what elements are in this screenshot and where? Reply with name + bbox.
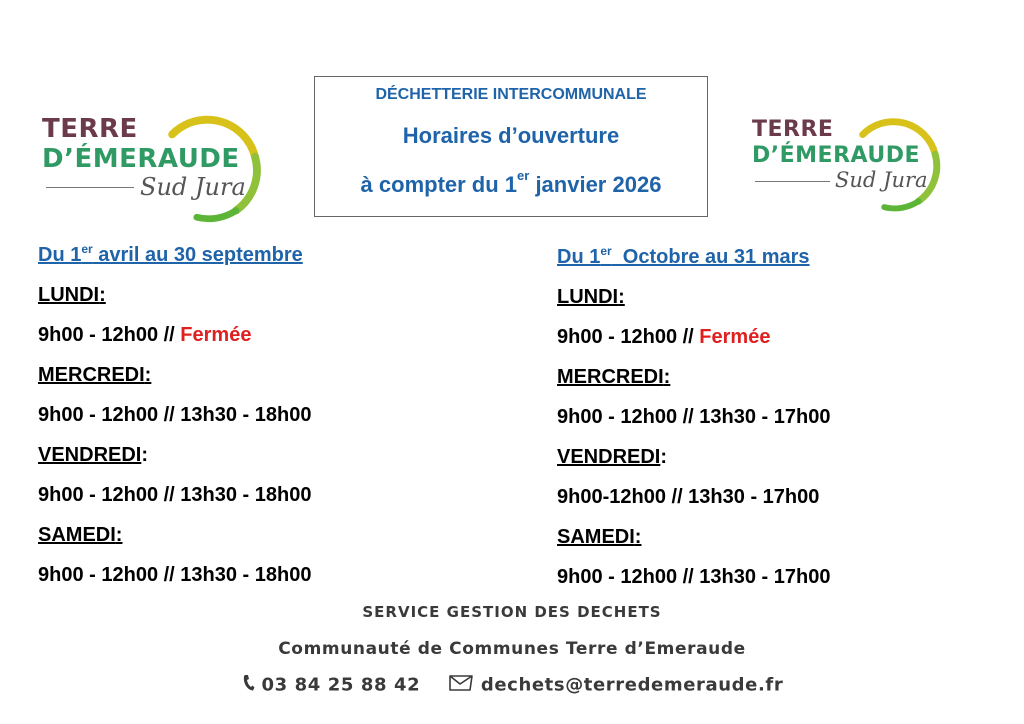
period-title-pre: Du 1 xyxy=(557,246,601,268)
hours-text: 9h00 - 12h00 // xyxy=(38,324,181,346)
footer-service: SERVICE GESTION DES DECHETS xyxy=(362,603,662,621)
header-date-pre: à compter du 1 xyxy=(360,172,518,197)
day-hours xyxy=(557,400,1017,440)
period-title xyxy=(38,238,498,278)
header-date-post: janvier 2026 xyxy=(529,172,662,197)
day-hours xyxy=(38,478,498,518)
period-summer xyxy=(38,238,498,598)
hours-text: 9h00-12h00 // 13h30 - 17h00 xyxy=(557,486,820,508)
period-title-pre: Du 1 xyxy=(38,244,82,266)
logo-line2: D’ÉMERAUDE xyxy=(752,143,921,168)
hours-text: 9h00 - 12h00 // xyxy=(557,326,700,348)
day-label xyxy=(557,440,1017,480)
day-hours xyxy=(38,398,498,438)
day-name: SAMEDI xyxy=(38,524,116,546)
logo-line1: TERRE xyxy=(752,117,834,142)
period-title-sup: er xyxy=(600,244,612,258)
day-label xyxy=(38,518,498,558)
day-hours xyxy=(557,560,1017,600)
day-suffix: : xyxy=(618,286,625,308)
header-title: Horaires d’ouverture xyxy=(402,123,620,148)
period-winter xyxy=(557,240,1017,600)
logo-rule xyxy=(46,187,134,188)
logo-line3: Sud Jura xyxy=(140,173,246,201)
day-label xyxy=(557,360,1017,400)
period-title-sup: er xyxy=(81,242,93,256)
logo-terre-demeraude-left xyxy=(42,112,272,222)
header-date xyxy=(315,168,707,198)
day-label xyxy=(38,358,498,398)
hours-text: 9h00 - 12h00 // 13h30 - 17h00 xyxy=(557,566,831,588)
day-label xyxy=(38,278,498,318)
period-title xyxy=(557,240,1017,280)
closed-label: Fermée xyxy=(180,324,252,346)
logo-rule xyxy=(755,181,830,182)
day-label xyxy=(38,438,498,478)
day-hours xyxy=(38,318,498,358)
logo-line2: D’ÉMERAUDE xyxy=(42,144,240,174)
day-suffix: : xyxy=(660,446,668,468)
day-suffix: : xyxy=(634,526,642,548)
day-hours xyxy=(38,558,498,598)
day-suffix: : xyxy=(663,366,671,388)
day-label xyxy=(557,520,1017,560)
day-name: SAMEDI xyxy=(557,526,635,548)
period-title-post: Octobre au 31 mars xyxy=(611,246,810,268)
day-hours xyxy=(557,480,1017,520)
hours-text: 9h00 - 12h00 // 13h30 - 18h00 xyxy=(38,484,312,506)
email-link[interactable]: dechets@terredemeraude.fr xyxy=(480,674,784,696)
logo-line1: TERRE xyxy=(42,114,138,144)
period-title-post: avril au 30 septembre xyxy=(92,244,303,266)
hours-text: 9h00 - 12h00 // 13h30 - 17h00 xyxy=(557,406,831,428)
day-suffix: : xyxy=(144,364,152,386)
day-label xyxy=(557,280,1017,320)
day-suffix: : xyxy=(141,444,149,466)
day-name: MERCREDI xyxy=(557,366,664,388)
day-hours xyxy=(557,320,1017,360)
day-name: LUNDI xyxy=(38,284,100,306)
phone-link[interactable]: 03 84 25 88 42 xyxy=(261,674,421,696)
footer-contact xyxy=(0,674,1024,697)
day-suffix: : xyxy=(115,524,123,546)
logo-line3: Sud Jura xyxy=(835,168,928,192)
hours-text: 9h00 - 12h00 // 13h30 - 18h00 xyxy=(38,564,312,586)
header-box xyxy=(314,76,708,217)
phone-icon xyxy=(241,674,255,697)
day-name: VENDREDI xyxy=(38,444,142,466)
day-name: VENDREDI xyxy=(557,446,661,468)
footer-organization: Communauté de Communes Terre d’Emeraude xyxy=(278,639,746,659)
header-date-sup: er xyxy=(517,168,530,183)
logo-terre-demeraude-right xyxy=(752,115,982,225)
header-subtitle: DÉCHETTERIE INTERCOMMUNALE xyxy=(375,86,647,103)
closed-label: Fermée xyxy=(699,326,771,348)
day-suffix: : xyxy=(99,284,106,306)
envelope-icon xyxy=(448,674,474,697)
hours-text: 9h00 - 12h00 // 13h30 - 18h00 xyxy=(38,404,312,426)
day-name: MERCREDI xyxy=(38,364,145,386)
day-name: LUNDI xyxy=(557,286,619,308)
